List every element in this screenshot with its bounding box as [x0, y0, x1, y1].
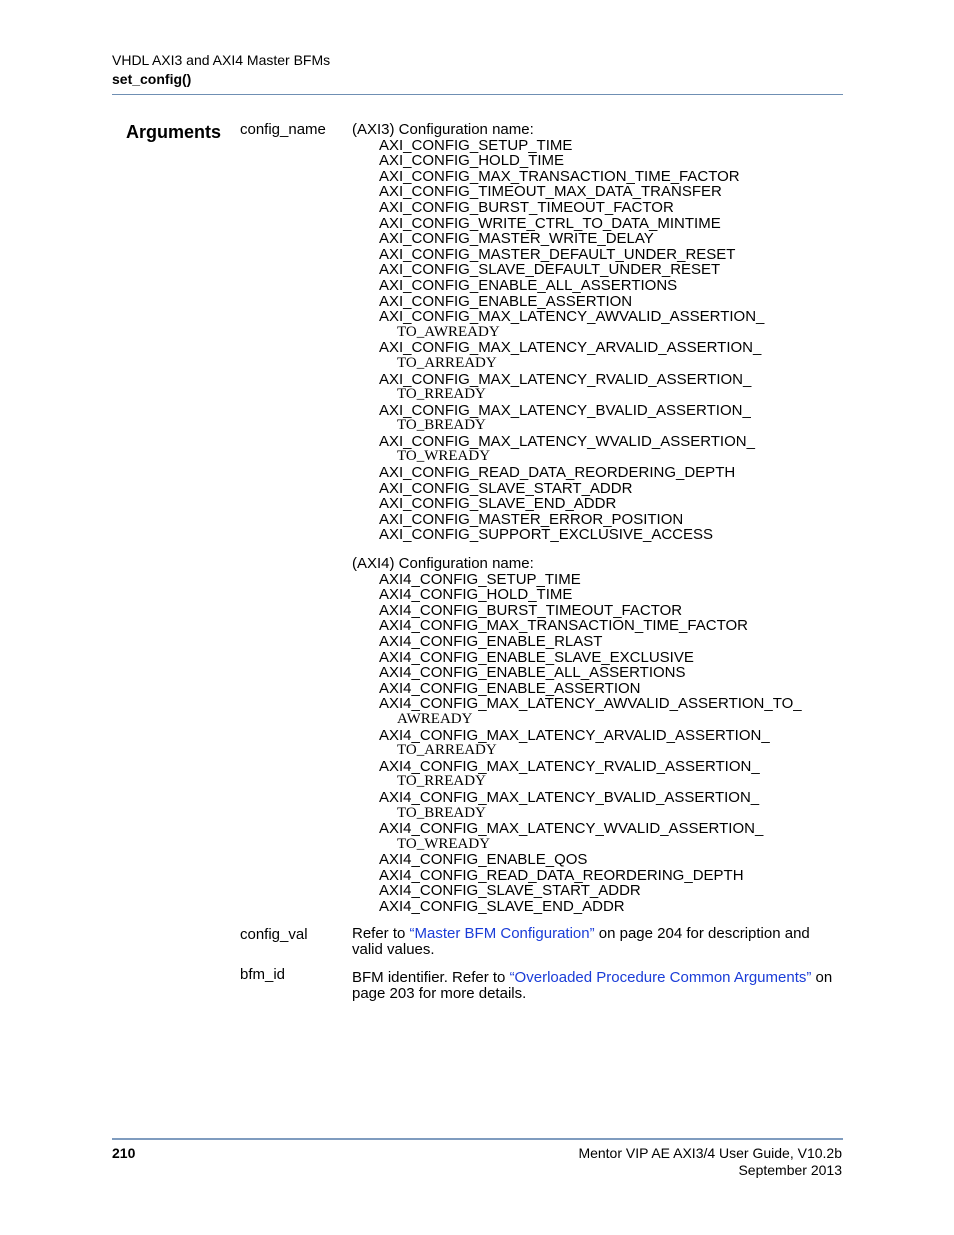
config-item-continuation: TO_BREADY [397, 417, 486, 434]
axi3-config-item [379, 481, 837, 497]
config-item-name: AXI4_CONFIG_HOLD_TIME [379, 586, 573, 604]
overloaded-procedure-link[interactable]: “Overloaded Procedure Common Arguments” [509, 969, 812, 986]
axi3-config-item [379, 434, 837, 465]
axi3-config-item [379, 512, 837, 528]
axi3-config-item [379, 247, 837, 263]
config-item-name: AXI4_CONFIG_SETUP_TIME [379, 570, 581, 588]
axi4-config-item [379, 868, 837, 884]
axi3-config-item [379, 278, 837, 294]
axi3-config-item [379, 184, 837, 200]
config-item-name: AXI4_CONFIG_MAX_LATENCY_AWVALID_ASSERTION_TO_ [379, 695, 802, 713]
axi4-config-item [379, 883, 837, 899]
config-item-name: AXI_CONFIG_SUPPORT_EXCLUSIVE_ACCESS [379, 526, 713, 544]
config-item-name: AXI_CONFIG_WRITE_CTRL_TO_DATA_MINTIME [379, 214, 721, 232]
config-val-text-pre: Refer to [352, 925, 410, 942]
config-item-name: AXI_CONFIG_MAX_LATENCY_AWVALID_ASSERTION_ [379, 308, 765, 326]
footer-rule [112, 1138, 843, 1140]
arg-name-config-name: config_name [240, 121, 326, 138]
config-item-name: AXI_CONFIG_MAX_LATENCY_ARVALID_ASSERTION_ [379, 339, 762, 357]
config-val-description [352, 926, 838, 958]
config-item-name: AXI4_CONFIG_ENABLE_SLAVE_EXCLUSIVE [379, 648, 694, 666]
axi4-config-item [379, 899, 837, 915]
config-item-name: AXI_CONFIG_BURST_TIMEOUT_FACTOR [379, 198, 674, 216]
axi3-config-item [379, 340, 837, 371]
axi3-config-item [379, 216, 837, 232]
axi4-config-item [379, 681, 837, 697]
publication-date: September 2013 [738, 1162, 842, 1178]
bfm-id-text-pre: BFM identifier. Refer to [352, 969, 510, 986]
config-item-name: AXI_CONFIG_READ_DATA_REORDERING_DEPTH [379, 464, 736, 482]
bfm-id-description [352, 970, 838, 1002]
axi3-config-item [379, 309, 837, 340]
axi3-config-list [352, 122, 837, 543]
axi3-config-item [379, 138, 837, 154]
axi3-config-item [379, 372, 837, 403]
axi3-config-item [379, 496, 837, 512]
config-item-name: AXI_CONFIG_SLAVE_DEFAULT_UNDER_RESET [379, 261, 721, 279]
axi3-intro: (AXI3) Configuration name: [352, 121, 534, 138]
config-item-name: AXI4_CONFIG_ENABLE_QOS [379, 851, 588, 869]
config-item-name: AXI_CONFIG_TIMEOUT_MAX_DATA_TRANSFER [379, 183, 722, 201]
config-item-name: AXI4_CONFIG_ENABLE_RLAST [379, 632, 603, 650]
axi4-config-item [379, 665, 837, 681]
config-item-name: AXI4_CONFIG_SLAVE_START_ADDR [379, 882, 641, 900]
axi3-config-item [379, 527, 837, 543]
axi4-config-item [379, 587, 837, 603]
config-item-name: AXI4_CONFIG_ENABLE_ALL_ASSERTIONS [379, 664, 686, 682]
config-item-name: AXI_CONFIG_SETUP_TIME [379, 136, 573, 154]
axi3-config-item [379, 231, 837, 247]
axi3-config-item [379, 169, 837, 185]
config-item-name: AXI_CONFIG_SLAVE_END_ADDR [379, 495, 617, 513]
config-item-name: AXI_CONFIG_MASTER_DEFAULT_UNDER_RESET [379, 245, 736, 263]
config-item-name: AXI4_CONFIG_ENABLE_ASSERTION [379, 679, 641, 697]
axi4-items [352, 572, 837, 915]
axi4-config-item [379, 572, 837, 588]
config-item-continuation: TO_AWREADY [397, 323, 500, 340]
config-item-name: AXI_CONFIG_MAX_LATENCY_WVALID_ASSERTION_ [379, 432, 755, 450]
config-item-name: AXI4_CONFIG_MAX_LATENCY_ARVALID_ASSERTION_ [379, 726, 770, 744]
footer-info [578, 1145, 842, 1179]
axi4-config-item [379, 759, 837, 790]
axi3-config-item [379, 465, 837, 481]
config-item-name: AXI_CONFIG_ENABLE_ALL_ASSERTIONS [379, 276, 678, 294]
config-item-name: AXI_CONFIG_MASTER_WRITE_DELAY [379, 230, 654, 248]
config-item-name: AXI_CONFIG_MASTER_ERROR_POSITION [379, 510, 684, 528]
config-item-name: AXI_CONFIG_ENABLE_ASSERTION [379, 292, 633, 310]
config-item-continuation: TO_WREADY [397, 448, 491, 465]
axi4-config-item [379, 790, 837, 821]
guide-title: Mentor VIP AE AXI3/4 User Guide, V10.2b [578, 1145, 842, 1161]
axi3-config-item [379, 153, 837, 169]
arg-name-config-val: config_val [240, 926, 308, 943]
axi4-config-item [379, 852, 837, 868]
axi4-config-item [379, 618, 837, 634]
section-title: Arguments [126, 122, 222, 142]
axi4-config-item [379, 650, 837, 666]
bfm-id-text-post: on page 203 for more details. [352, 969, 833, 1002]
config-item-name: AXI_CONFIG_MAX_TRANSACTION_TIME_FACTOR [379, 167, 740, 185]
axi3-items [352, 138, 837, 543]
config-item-name: AXI4_CONFIG_READ_DATA_REORDERING_DEPTH [379, 866, 744, 884]
config-item-continuation: TO_ARREADY [397, 742, 497, 759]
config-item-continuation: TO_RREADY [397, 773, 486, 790]
axi4-config-item [379, 696, 837, 727]
config-item-name: AXI_CONFIG_MAX_LATENCY_BVALID_ASSERTION_ [379, 401, 751, 419]
config-item-continuation: TO_ARREADY [397, 354, 497, 371]
config-item-name: AXI4_CONFIG_SLAVE_END_ADDR [379, 898, 625, 916]
chapter-title: VHDL AXI3 and AXI4 Master BFMs [112, 52, 331, 68]
axi4-config-item [379, 821, 837, 852]
header-rule [112, 94, 843, 95]
axi4-config-list [352, 556, 837, 915]
function-title: set_config() [112, 71, 192, 87]
config-item-name: AXI4_CONFIG_MAX_LATENCY_BVALID_ASSERTION_ [379, 788, 760, 806]
axi4-config-item [379, 634, 837, 650]
axi3-config-item [379, 403, 837, 434]
config-item-name: AXI4_CONFIG_BURST_TIMEOUT_FACTOR [379, 601, 683, 619]
config-item-name: AXI_CONFIG_HOLD_TIME [379, 152, 565, 170]
config-item-continuation: AWREADY [397, 710, 473, 727]
axi3-config-item [379, 200, 837, 216]
config-item-continuation: TO_WREADY [397, 835, 491, 852]
config-item-name: AXI_CONFIG_SLAVE_START_ADDR [379, 479, 633, 497]
config-item-name: AXI4_CONFIG_MAX_TRANSACTION_TIME_FACTOR [379, 617, 748, 635]
page-number: 210 [112, 1145, 136, 1161]
config-item-name: AXI4_CONFIG_MAX_LATENCY_WVALID_ASSERTION_ [379, 820, 764, 838]
config-item-continuation: TO_BREADY [397, 804, 486, 821]
config-item-name: AXI_CONFIG_MAX_LATENCY_RVALID_ASSERTION_ [379, 370, 752, 388]
axi3-config-item [379, 294, 837, 310]
axi4-config-item [379, 728, 837, 759]
arg-name-bfm-id: bfm_id [240, 966, 286, 983]
axi3-config-item [379, 262, 837, 278]
axi4-config-item [379, 603, 837, 619]
config-item-name: AXI4_CONFIG_MAX_LATENCY_RVALID_ASSERTION_ [379, 757, 760, 775]
config-item-continuation: TO_RREADY [397, 386, 486, 403]
axi4-intro: (AXI4) Configuration name: [352, 555, 534, 572]
master-bfm-configuration-link[interactable]: “Master BFM Configuration” [409, 925, 595, 942]
config-val-text-post: on page 204 for description and valid values. [352, 925, 810, 958]
